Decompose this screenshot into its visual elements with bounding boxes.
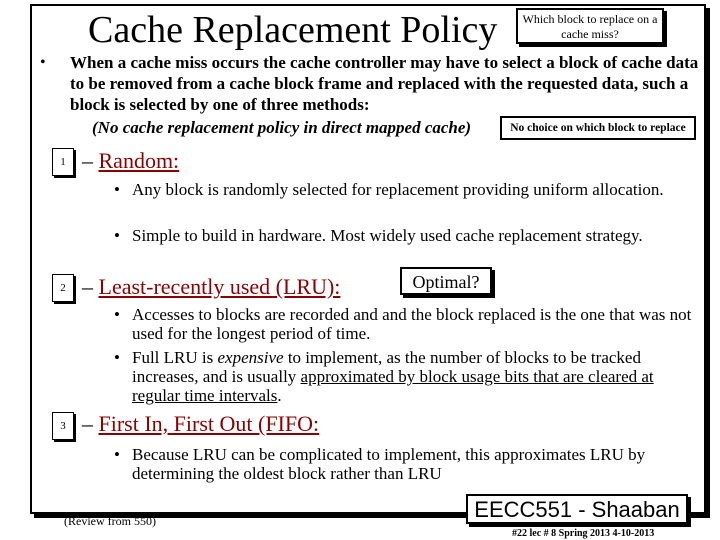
bullet-dot: • (114, 445, 120, 464)
lru-b2-emph: expensive (217, 348, 284, 367)
method-number-2: 2 (52, 274, 74, 302)
lru-b2-underlined: approximated by block usage bits that are cleared at regular time intervals (132, 367, 654, 405)
lru-bullet-2-text (132, 348, 704, 405)
bullet-dot: • (114, 226, 120, 245)
slide-title: Cache Replacement Policy (88, 9, 498, 51)
intro-bullet: • (40, 54, 46, 71)
method-number-3: 3 (52, 412, 74, 440)
intro-note: (No cache replacement policy in direct mapped cache) (92, 118, 472, 137)
lru-b2-post: . (277, 386, 282, 405)
method-name-fifo: First In, First Out (FIFO: (98, 411, 320, 436)
lru-bullet-1 (114, 305, 704, 343)
bullet-dot: • (114, 180, 120, 199)
lru-bullet-1-text: Accesses to blocks are recorded and and the block replaced is the one that was not used for the longest period of time. (132, 305, 692, 343)
no-choice-box: No choice on which block to replace (500, 116, 696, 140)
method-dash: – (82, 274, 93, 299)
method-heading-lru (82, 274, 340, 300)
bullet-dot: • (114, 305, 120, 324)
review-note: (Review from 550) (64, 514, 156, 528)
lru-b2-pre: Full LRU is (132, 348, 218, 367)
fifo-bullet-1 (114, 445, 704, 483)
method-dash: – (82, 411, 93, 436)
method-number-1: 1 (52, 148, 74, 176)
slide-meta: #22 lec # 8 Spring 2013 4-10-2013 (512, 528, 655, 539)
fifo-bullet-1-text: Because LRU can be complicated to implement, this approximates LRU by determining the oldest block rather than LRU (132, 445, 646, 483)
method-dash: – (82, 148, 93, 173)
random-bullet-2 (114, 226, 704, 245)
random-bullet-1-text: Any block is randomly selected for replacement providing uniform allocation. (132, 180, 664, 199)
bullet-dot: • (114, 348, 120, 367)
random-bullet-2-text: Simple to build in hardware. Most widely used cache replacement strategy. (132, 226, 643, 245)
method-name-random: Random: (98, 148, 180, 173)
intro-text: When a cache miss occurs the cache controller may have to select a block of cache data to be removed from a cache block frame and replaced with the requested data, such a block is selected by one of three methods: (70, 53, 699, 114)
lru-b2-mid: to implement, as the number of blocks to be tracked increases, and is usually (132, 348, 641, 386)
method-heading-random (82, 148, 179, 174)
optimal-tag: Optimal? (400, 267, 492, 295)
lru-bullet-2 (114, 348, 704, 405)
random-bullet-1 (114, 180, 704, 199)
method-name-lru: Least-recently used (LRU): (98, 274, 341, 299)
method-heading-fifo (82, 411, 319, 437)
course-badge: EECC551 - Shaaban (466, 494, 688, 524)
callout-box: Which block to replace on a cache miss? (516, 8, 664, 44)
